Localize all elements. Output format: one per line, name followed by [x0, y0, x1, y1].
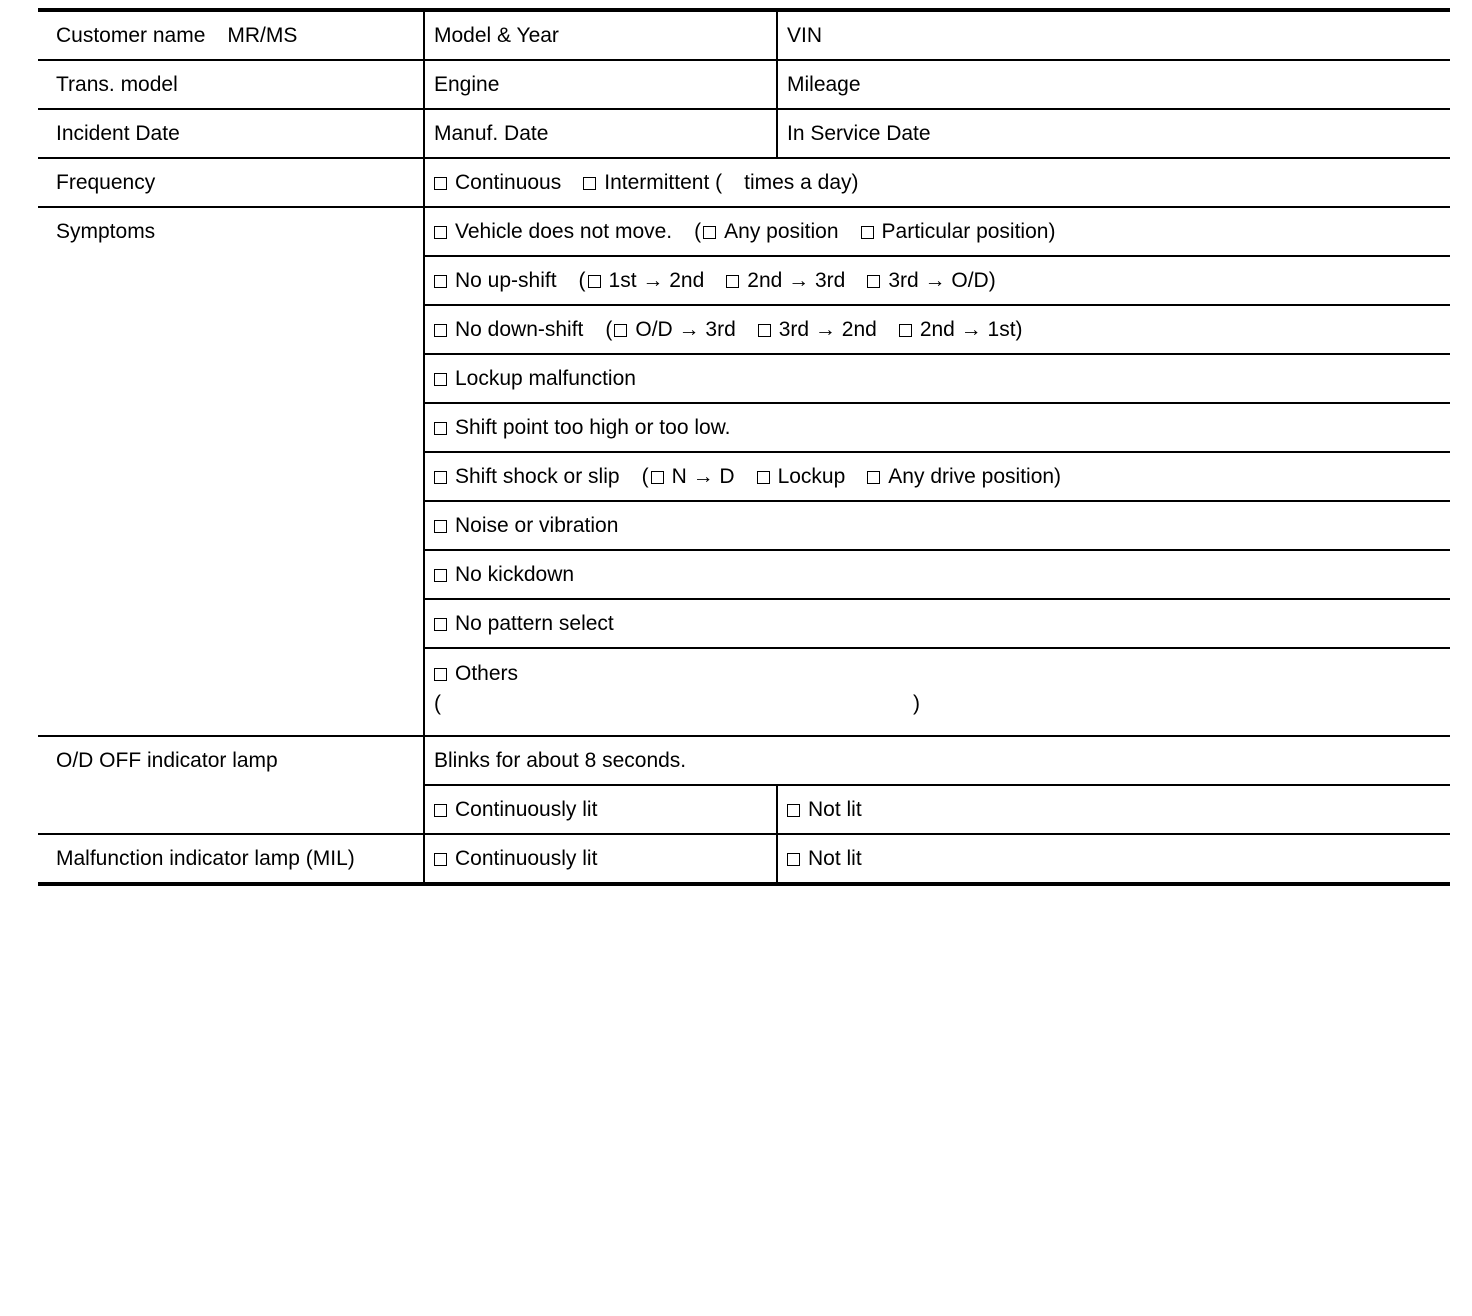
downshift-3-2-checkbox[interactable]: [758, 324, 771, 337]
any-position-label: Any position: [724, 219, 839, 243]
manuf-date-label: Manuf. Date: [434, 121, 549, 145]
no-upshift-label: No up-shift: [455, 268, 557, 292]
no-upshift-open-paren: (: [578, 268, 586, 292]
downshift-od-3-label: O/D → 3rd: [635, 317, 736, 341]
shock-lockup-checkbox[interactable]: [757, 471, 770, 484]
row-symptom-no-move: [38, 207, 1450, 256]
no-downshift-open-paren: (: [605, 317, 613, 341]
row-mil: [38, 834, 1450, 884]
od-off-continuously-lit-cell: [424, 785, 777, 834]
customer-name-label: Customer name: [56, 23, 206, 47]
intermittent-checkbox[interactable]: [583, 177, 596, 190]
no-pattern-select-option: [424, 599, 1450, 648]
shock-any-drive-label: Any drive position): [888, 464, 1062, 488]
upshift-3-od-checkbox[interactable]: [867, 275, 880, 288]
downshift-od-3-checkbox[interactable]: [614, 324, 627, 337]
mil-continuously-lit-cell: [424, 834, 777, 884]
others-write-in-field[interactable]: [434, 689, 920, 719]
row-od-off-blinks: [38, 736, 1450, 785]
diagnostic-worksheet: [38, 8, 1450, 886]
downshift-2-1-label: 2nd → 1st): [919, 317, 1023, 341]
others-label: Others: [455, 662, 519, 685]
others-close-paren: ): [913, 692, 920, 715]
no-kickdown-checkbox[interactable]: [434, 569, 447, 582]
upshift-2-3-checkbox[interactable]: [726, 275, 739, 288]
incident-date-label: Incident Date: [56, 121, 180, 145]
no-kickdown-label: No kickdown: [455, 562, 575, 586]
noise-vibration-option: [424, 501, 1450, 550]
downshift-3-2-label: 3rd → 2nd: [778, 317, 877, 341]
incident-date-cell: [38, 109, 424, 158]
mil-not-lit-checkbox[interactable]: [787, 853, 800, 866]
noise-vibration-label: Noise or vibration: [455, 513, 619, 537]
manuf-date-cell: [424, 109, 777, 158]
mil-not-lit-label: Not lit: [808, 846, 862, 870]
others-open-paren: (: [434, 692, 441, 715]
row-trans: [38, 60, 1450, 109]
noise-vibration-checkbox[interactable]: [434, 520, 447, 533]
vin-label: VIN: [787, 23, 823, 47]
lockup-malfunction-checkbox[interactable]: [434, 373, 447, 386]
no-downshift-checkbox[interactable]: [434, 324, 447, 337]
upshift-1-2-label: 1st → 2nd: [608, 268, 705, 292]
trans-model-label: Trans. model: [56, 72, 178, 96]
shift-shock-option: [424, 452, 1450, 501]
no-pattern-select-checkbox[interactable]: [434, 618, 447, 631]
frequency-options: [424, 158, 1450, 207]
shift-point-checkbox[interactable]: [434, 422, 447, 435]
vin-cell: [777, 10, 1450, 60]
od-off-not-lit-label: Not lit: [808, 797, 862, 821]
od-off-not-lit-checkbox[interactable]: [787, 804, 800, 817]
od-off-blinks-cell: [424, 736, 1450, 785]
in-service-date-cell: [777, 109, 1450, 158]
shock-any-drive-checkbox[interactable]: [867, 471, 880, 484]
in-service-date-label: In Service Date: [787, 121, 931, 145]
downshift-2-1-checkbox[interactable]: [899, 324, 912, 337]
model-year-cell: [424, 10, 777, 60]
shift-point-label: Shift point too high or too low.: [455, 415, 731, 439]
continuous-label: Continuous: [455, 170, 562, 194]
intermittent-label: Intermittent (: [604, 170, 723, 194]
times-a-day-label: times a day): [744, 170, 859, 194]
customer-interview-table: [38, 8, 1450, 886]
mileage-label: Mileage: [787, 72, 861, 96]
shock-n-d-checkbox[interactable]: [651, 471, 664, 484]
model-year-label: Model & Year: [434, 23, 559, 47]
no-pattern-select-label: No pattern select: [455, 611, 614, 635]
trans-model-cell: [38, 60, 424, 109]
others-option: [424, 648, 1450, 736]
no-move-open-paren: (: [694, 219, 702, 243]
od-off-lamp-cell: [38, 736, 424, 834]
no-move-label: Vehicle does not move.: [455, 219, 673, 243]
od-off-continuously-lit-checkbox[interactable]: [434, 804, 447, 817]
od-off-not-lit-cell: [777, 785, 1450, 834]
mil-continuously-lit-checkbox[interactable]: [434, 853, 447, 866]
row-customer: [38, 10, 1450, 60]
od-off-continuously-lit-label: Continuously lit: [455, 797, 598, 821]
shock-lockup-label: Lockup: [777, 464, 846, 488]
no-move-option: [424, 207, 1450, 256]
no-upshift-checkbox[interactable]: [434, 275, 447, 288]
shock-n-d-label: N → D: [671, 464, 735, 488]
particular-position-label: Particular position): [881, 219, 1056, 243]
row-frequency: [38, 158, 1450, 207]
engine-label: Engine: [434, 72, 500, 96]
upshift-2-3-label: 2nd → 3rd: [747, 268, 846, 292]
mil-not-lit-cell: [777, 834, 1450, 884]
od-off-blinks-label: Blinks for about 8 seconds.: [434, 748, 687, 772]
customer-title-label: MR/MS: [227, 23, 298, 47]
frequency-cell: [38, 158, 424, 207]
no-downshift-label: No down-shift: [455, 317, 584, 341]
lockup-malfunction-label: Lockup malfunction: [455, 366, 636, 390]
any-position-checkbox[interactable]: [703, 226, 716, 239]
mil-label: Malfunction indicator lamp (MIL): [56, 846, 355, 870]
continuous-checkbox[interactable]: [434, 177, 447, 190]
symptoms-label: Symptoms: [56, 220, 156, 243]
lockup-malfunction-option: [424, 354, 1450, 403]
mil-continuously-lit-label: Continuously lit: [455, 846, 598, 870]
mil-cell: [38, 834, 424, 884]
shift-shock-checkbox[interactable]: [434, 471, 447, 484]
others-checkbox[interactable]: [434, 668, 447, 681]
symptoms-cell: [38, 207, 424, 736]
mileage-cell: [777, 60, 1450, 109]
no-kickdown-option: [424, 550, 1450, 599]
od-off-lamp-label: O/D OFF indicator lamp: [56, 749, 278, 772]
row-dates: [38, 109, 1450, 158]
frequency-label: Frequency: [56, 170, 156, 194]
customer-name-cell: [38, 10, 424, 60]
no-downshift-option: [424, 305, 1450, 354]
shift-shock-open-paren: (: [641, 464, 649, 488]
shift-point-option: [424, 403, 1450, 452]
upshift-3-od-label: 3rd → O/D): [888, 268, 996, 292]
engine-cell: [424, 60, 777, 109]
no-upshift-option: [424, 256, 1450, 305]
upshift-1-2-checkbox[interactable]: [588, 275, 601, 288]
shift-shock-label: Shift shock or slip: [455, 464, 620, 488]
no-move-checkbox[interactable]: [434, 226, 447, 239]
particular-position-checkbox[interactable]: [861, 226, 874, 239]
